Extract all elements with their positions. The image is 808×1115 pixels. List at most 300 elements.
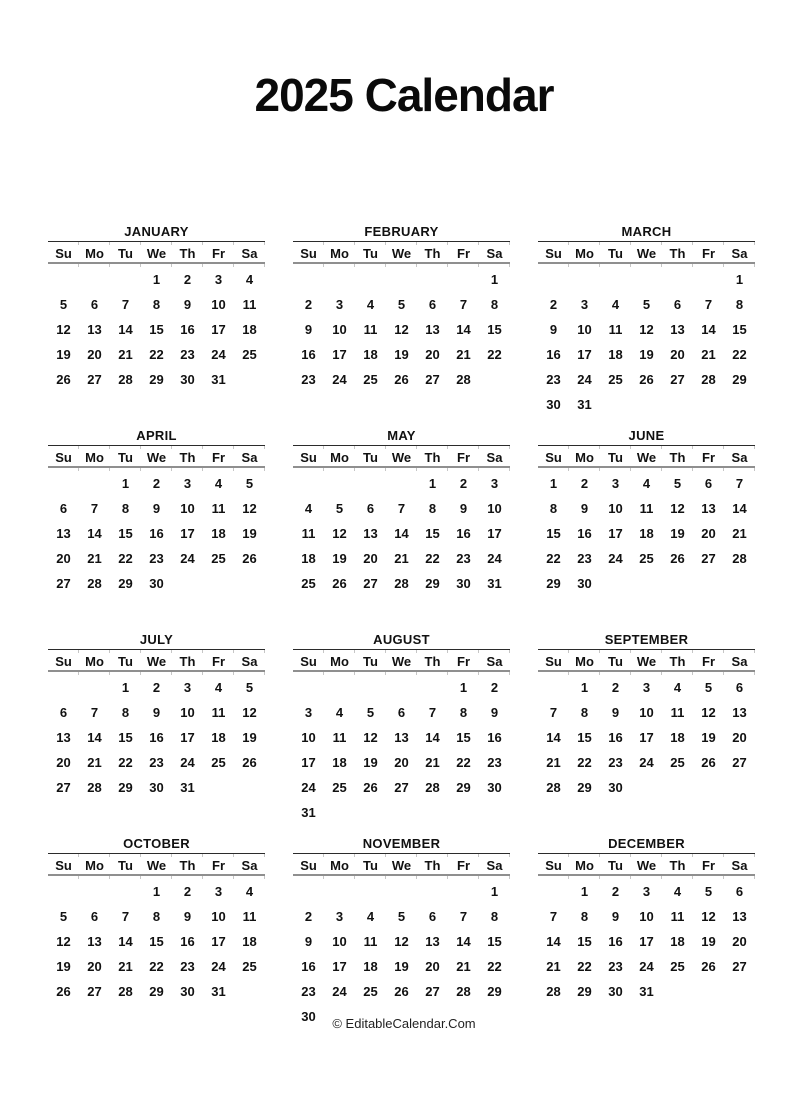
empty-date-cell: [324, 800, 355, 825]
date-cell: 11: [211, 501, 226, 516]
week-row: [48, 546, 265, 571]
date-cell: 5: [642, 297, 651, 312]
date-cell: 22: [546, 551, 561, 566]
date-cell: 9: [611, 705, 620, 720]
empty-date-cell: [631, 267, 662, 292]
date-cell: 27: [425, 984, 440, 999]
date-cell: 15: [732, 322, 747, 337]
date-cell: 27: [701, 551, 716, 566]
date-cell: 29: [425, 576, 440, 591]
date-cell: 4: [214, 476, 223, 491]
date-cell: 6: [59, 501, 68, 516]
week-row: [538, 546, 755, 571]
date-cell: 6: [735, 884, 744, 899]
date-cell: 22: [487, 347, 502, 362]
date-cell: 7: [428, 705, 437, 720]
date-cell: 9: [459, 501, 468, 516]
date-cell: 26: [394, 984, 409, 999]
week-row: [48, 979, 265, 1004]
date-cell: 19: [701, 730, 716, 745]
date-cell: 2: [611, 884, 620, 899]
date-cell: 19: [639, 347, 654, 362]
date-cell: 6: [366, 501, 375, 516]
date-cell: 31: [301, 805, 316, 820]
date-cell: 9: [152, 705, 161, 720]
date-cell: 4: [611, 297, 620, 312]
weekday-label: Su: [545, 246, 562, 261]
date-cell: 11: [242, 909, 257, 924]
date-cell: 12: [332, 526, 347, 541]
week-row: [293, 800, 510, 825]
date-cell: 28: [546, 984, 561, 999]
date-cell: 7: [121, 909, 130, 924]
empty-date-cell: [386, 675, 417, 700]
weekday-label: Mo: [330, 450, 349, 465]
date-cell: 11: [211, 705, 226, 720]
week-row: [293, 954, 510, 979]
empty-date-cell: [631, 392, 662, 417]
copyright-footer: © EditableCalendar.Com: [332, 1016, 476, 1031]
date-cell: 28: [546, 780, 561, 795]
date-cell: 29: [732, 372, 747, 387]
date-cell: 27: [394, 780, 409, 795]
date-cell: 7: [90, 501, 99, 516]
weekday-label: Tu: [608, 858, 623, 873]
date-cell: 11: [242, 297, 257, 312]
weekday-label: Sa: [731, 450, 748, 465]
date-cell: 1: [549, 476, 558, 491]
month-title: JANUARY: [48, 223, 265, 242]
date-cell: 9: [183, 909, 192, 924]
week-row: [293, 292, 510, 317]
empty-date-cell: [324, 675, 355, 700]
date-cell: 14: [87, 730, 102, 745]
date-cell: 17: [180, 730, 195, 745]
date-cell: 8: [152, 297, 161, 312]
date-cell: 19: [242, 526, 257, 541]
date-cell: 5: [673, 476, 682, 491]
week-row: [48, 292, 265, 317]
date-cell: 26: [56, 372, 71, 387]
empty-date-cell: [448, 879, 479, 904]
week-row: [48, 879, 265, 904]
date-cell: 24: [487, 551, 502, 566]
date-cell: 12: [242, 501, 257, 516]
month-grid: [293, 471, 510, 596]
weekday-label: Tu: [363, 450, 378, 465]
empty-date-cell: [324, 267, 355, 292]
date-cell: 21: [118, 347, 133, 362]
date-cell: 8: [580, 909, 589, 924]
week-row: [293, 979, 510, 1004]
week-row: [48, 571, 265, 596]
date-cell: 15: [456, 730, 471, 745]
date-cell: 20: [87, 959, 102, 974]
weekday-header-row: [538, 449, 755, 468]
date-cell: 5: [704, 680, 713, 695]
date-cell: 18: [639, 526, 654, 541]
month-grid: [48, 675, 265, 800]
month-title: APRIL: [48, 427, 265, 446]
weekday-label: We: [391, 246, 412, 261]
date-cell: 14: [546, 730, 561, 745]
date-cell: 17: [639, 730, 654, 745]
week-row: [293, 725, 510, 750]
month-grid: [538, 879, 755, 1004]
month-title: JULY: [48, 631, 265, 650]
date-cell: 11: [332, 730, 347, 745]
date-cell: 17: [301, 755, 316, 770]
empty-date-cell: [79, 471, 110, 496]
date-cell: 1: [428, 476, 437, 491]
date-cell: 21: [118, 959, 133, 974]
date-cell: 26: [394, 372, 409, 387]
date-cell: 6: [673, 297, 682, 312]
week-row: [293, 317, 510, 342]
date-cell: 18: [670, 730, 685, 745]
empty-date-cell: [724, 979, 755, 1004]
weekday-header-row: [48, 245, 265, 264]
empty-date-cell: [324, 471, 355, 496]
weekday-label: Mo: [85, 450, 104, 465]
weekday-label: Mo: [330, 246, 349, 261]
date-cell: 8: [549, 501, 558, 516]
weekday-label: Fr: [702, 858, 715, 873]
weekday-label: Su: [300, 654, 317, 669]
weekday-label: We: [391, 858, 412, 873]
date-cell: 5: [397, 909, 406, 924]
month-block: [293, 631, 510, 835]
date-cell: 28: [425, 780, 440, 795]
week-row: [538, 904, 755, 929]
date-cell: 26: [56, 984, 71, 999]
date-cell: 10: [211, 297, 226, 312]
weekday-label: Su: [55, 858, 72, 873]
date-cell: 17: [332, 347, 347, 362]
month-block: [538, 223, 755, 427]
weekday-label: Mo: [85, 654, 104, 669]
date-cell: 27: [56, 576, 71, 591]
date-cell: 6: [428, 909, 437, 924]
empty-date-cell: [448, 267, 479, 292]
empty-date-cell: [538, 267, 569, 292]
date-cell: 14: [118, 934, 133, 949]
date-cell: 3: [642, 680, 651, 695]
date-cell: 30: [487, 780, 502, 795]
date-cell: 19: [56, 347, 71, 362]
empty-date-cell: [324, 879, 355, 904]
month-title: NOVEMBER: [293, 835, 510, 854]
date-cell: 6: [735, 680, 744, 695]
date-cell: 8: [428, 501, 437, 516]
date-cell: 31: [211, 984, 226, 999]
date-cell: 7: [704, 297, 713, 312]
date-cell: 17: [211, 322, 226, 337]
month-title: OCTOBER: [48, 835, 265, 854]
date-cell: 23: [301, 372, 316, 387]
empty-date-cell: [662, 267, 693, 292]
date-cell: 20: [670, 347, 685, 362]
date-cell: 10: [332, 934, 347, 949]
date-cell: 10: [211, 909, 226, 924]
weekday-label: Sa: [731, 246, 748, 261]
date-cell: 16: [149, 526, 164, 541]
date-cell: 31: [211, 372, 226, 387]
weekday-label: We: [636, 654, 657, 669]
date-cell: 21: [701, 347, 716, 362]
week-row: [538, 521, 755, 546]
date-cell: 9: [183, 297, 192, 312]
weekday-label: We: [636, 450, 657, 465]
date-cell: 30: [149, 780, 164, 795]
date-cell: 25: [242, 347, 257, 362]
date-cell: 19: [701, 934, 716, 949]
date-cell: 20: [56, 551, 71, 566]
date-cell: 11: [670, 909, 685, 924]
empty-date-cell: [234, 571, 265, 596]
weekday-label: Su: [55, 246, 72, 261]
date-cell: 12: [56, 934, 71, 949]
date-cell: 24: [639, 959, 654, 974]
date-cell: 13: [56, 526, 71, 541]
date-cell: 6: [397, 705, 406, 720]
weekday-label: Su: [300, 858, 317, 873]
week-row: [48, 342, 265, 367]
date-cell: 21: [87, 755, 102, 770]
date-cell: 20: [732, 934, 747, 949]
date-cell: 25: [211, 551, 226, 566]
weekday-label: Tu: [608, 246, 623, 261]
month-block: [293, 427, 510, 631]
date-cell: 5: [59, 909, 68, 924]
weekday-label: Sa: [731, 654, 748, 669]
date-cell: 8: [735, 297, 744, 312]
date-cell: 22: [487, 959, 502, 974]
date-cell: 14: [394, 526, 409, 541]
date-cell: 12: [394, 934, 409, 949]
date-cell: 10: [301, 730, 316, 745]
date-cell: 2: [580, 476, 589, 491]
date-cell: 14: [118, 322, 133, 337]
weekday-label: Th: [424, 246, 441, 261]
date-cell: 24: [608, 551, 623, 566]
date-cell: 28: [701, 372, 716, 387]
weekday-label: Fr: [212, 450, 225, 465]
weekday-label: We: [636, 858, 657, 873]
date-cell: 11: [670, 705, 685, 720]
date-cell: 16: [301, 347, 316, 362]
date-cell: 22: [149, 959, 164, 974]
date-cell: 12: [701, 705, 716, 720]
date-cell: 24: [639, 755, 654, 770]
empty-date-cell: [79, 267, 110, 292]
date-cell: 6: [90, 909, 99, 924]
calendar-grid: [48, 223, 755, 1039]
date-cell: 4: [366, 297, 375, 312]
date-cell: 24: [180, 551, 195, 566]
empty-date-cell: [662, 979, 693, 1004]
empty-date-cell: [293, 471, 324, 496]
date-cell: 11: [363, 322, 378, 337]
empty-date-cell: [386, 471, 417, 496]
weekday-label: Su: [55, 450, 72, 465]
date-cell: 8: [121, 501, 130, 516]
weekday-label: Mo: [330, 654, 349, 669]
date-cell: 9: [611, 909, 620, 924]
date-cell: 30: [180, 984, 195, 999]
date-cell: 10: [180, 705, 195, 720]
date-cell: 8: [490, 297, 499, 312]
date-cell: 27: [670, 372, 685, 387]
date-cell: 31: [487, 576, 502, 591]
week-row: [293, 546, 510, 571]
date-cell: 6: [90, 297, 99, 312]
weekday-label: Fr: [212, 246, 225, 261]
empty-date-cell: [693, 267, 724, 292]
empty-date-cell: [234, 775, 265, 800]
month-grid: [48, 267, 265, 392]
date-cell: 22: [577, 959, 592, 974]
date-cell: 15: [149, 322, 164, 337]
empty-date-cell: [600, 267, 631, 292]
empty-date-cell: [600, 392, 631, 417]
date-cell: 23: [487, 755, 502, 770]
date-cell: 13: [363, 526, 378, 541]
date-cell: 5: [704, 884, 713, 899]
week-row: [293, 342, 510, 367]
date-cell: 22: [732, 347, 747, 362]
date-cell: 17: [608, 526, 623, 541]
week-row: [538, 725, 755, 750]
week-row: [293, 521, 510, 546]
weekday-label: Tu: [118, 654, 133, 669]
weekday-label: Sa: [486, 246, 503, 261]
date-cell: 12: [363, 730, 378, 745]
weekday-label: Mo: [575, 858, 594, 873]
date-cell: 13: [425, 322, 440, 337]
date-cell: 23: [301, 984, 316, 999]
date-cell: 10: [608, 501, 623, 516]
date-cell: 7: [549, 909, 558, 924]
date-cell: 15: [577, 934, 592, 949]
date-cell: 29: [577, 780, 592, 795]
date-cell: 29: [118, 780, 133, 795]
date-cell: 3: [335, 297, 344, 312]
weekday-label: Fr: [457, 450, 470, 465]
empty-date-cell: [48, 471, 79, 496]
empty-date-cell: [79, 675, 110, 700]
weekday-label: Sa: [731, 858, 748, 873]
empty-date-cell: [203, 775, 234, 800]
date-cell: 10: [577, 322, 592, 337]
weekday-label: Mo: [330, 858, 349, 873]
weekday-label: Mo: [575, 450, 594, 465]
empty-date-cell: [293, 879, 324, 904]
date-cell: 16: [456, 526, 471, 541]
date-cell: 1: [735, 272, 744, 287]
empty-date-cell: [355, 675, 386, 700]
date-cell: 15: [577, 730, 592, 745]
date-cell: 30: [149, 576, 164, 591]
empty-date-cell: [110, 267, 141, 292]
date-cell: 21: [456, 959, 471, 974]
empty-date-cell: [234, 979, 265, 1004]
date-cell: 27: [363, 576, 378, 591]
week-row: [293, 471, 510, 496]
weekday-header-row: [293, 245, 510, 264]
date-cell: 4: [366, 909, 375, 924]
date-cell: 22: [425, 551, 440, 566]
empty-date-cell: [355, 267, 386, 292]
empty-date-cell: [355, 800, 386, 825]
date-cell: 30: [546, 397, 561, 412]
date-cell: 3: [183, 680, 192, 695]
date-cell: 23: [608, 959, 623, 974]
date-cell: 19: [394, 959, 409, 974]
date-cell: 29: [149, 372, 164, 387]
weekday-label: Fr: [702, 246, 715, 261]
date-cell: 14: [701, 322, 716, 337]
empty-date-cell: [48, 267, 79, 292]
week-row: [293, 775, 510, 800]
date-cell: 21: [732, 526, 747, 541]
date-cell: 16: [608, 730, 623, 745]
empty-date-cell: [693, 775, 724, 800]
week-row: [48, 725, 265, 750]
empty-date-cell: [662, 775, 693, 800]
date-cell: 19: [394, 347, 409, 362]
date-cell: 5: [59, 297, 68, 312]
date-cell: 20: [394, 755, 409, 770]
weekday-label: Th: [179, 450, 196, 465]
date-cell: 30: [577, 576, 592, 591]
month-block: [48, 631, 265, 835]
date-cell: 27: [732, 755, 747, 770]
date-cell: 21: [546, 959, 561, 974]
date-cell: 24: [180, 755, 195, 770]
week-row: [538, 392, 755, 417]
month-block: [538, 835, 755, 1039]
empty-date-cell: [479, 800, 510, 825]
date-cell: 26: [242, 551, 257, 566]
date-cell: 17: [332, 959, 347, 974]
date-cell: 26: [701, 959, 716, 974]
date-cell: 14: [546, 934, 561, 949]
date-cell: 12: [701, 909, 716, 924]
week-row: [293, 929, 510, 954]
date-cell: 18: [670, 934, 685, 949]
date-cell: 2: [304, 297, 313, 312]
weekday-label: Th: [424, 450, 441, 465]
weekday-label: Th: [179, 246, 196, 261]
date-cell: 13: [701, 501, 716, 516]
weekday-label: Su: [55, 654, 72, 669]
date-cell: 22: [118, 755, 133, 770]
date-cell: 28: [394, 576, 409, 591]
week-row: [293, 879, 510, 904]
month-block: [293, 835, 510, 1039]
month-title: MARCH: [538, 223, 755, 242]
date-cell: 1: [152, 884, 161, 899]
weekday-label: Th: [669, 450, 686, 465]
date-cell: 25: [670, 959, 685, 974]
date-cell: 7: [90, 705, 99, 720]
week-row: [538, 979, 755, 1004]
date-cell: 25: [608, 372, 623, 387]
date-cell: 26: [242, 755, 257, 770]
date-cell: 4: [245, 272, 254, 287]
date-cell: 1: [490, 272, 499, 287]
